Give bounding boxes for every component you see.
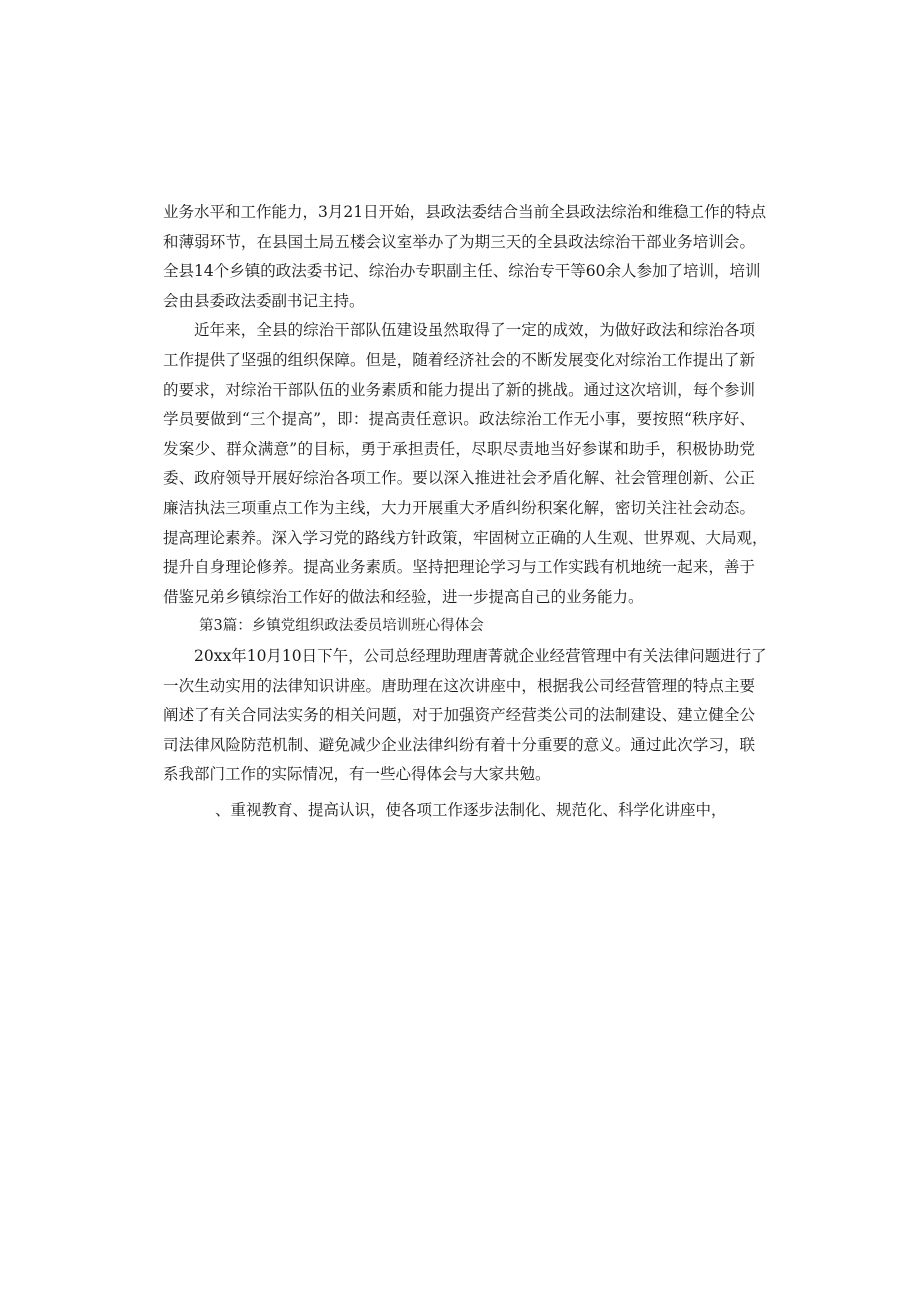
- text-line: 业务水平和工作能力，3月21日开始，县政法委结合当前全县政法综治和维稳工作的特点: [163, 203, 767, 221]
- text-line: 全县14个乡镇的政法委书记、综治办专职副主任、综治专干等60余人参加了培训，培训: [163, 262, 761, 281]
- text-line: 系我部门工作的实际情况，有一些心得体会与大家共勉。: [163, 765, 551, 784]
- text-line: 的要求，对综治干部队伍的业务素质和能力提出了新的挑战。通过这次培训，每个参训: [163, 380, 755, 399]
- text-line: 、重视教育、提高认识，使各项工作逐步法制化、规范化、科学化讲座中，: [215, 800, 727, 819]
- text-line: 20xx年10月10日下午，公司总经理助理唐菁就企业经营管理中有关法律问题进行了: [194, 646, 767, 665]
- text-line: 工作提供了坚强的组织保障。但是，随着经济社会的不断发展变化对综治工作提出了新: [163, 350, 755, 369]
- paragraph-3: [163, 642, 767, 790]
- paragraph-2: [163, 316, 768, 612]
- section-title: 第3篇：乡镇党组织政法委员培训班心得体会: [199, 618, 484, 635]
- text-line: 近年来，全县的综治干部队伍建设虽然取得了一定的成效，为做好政法和综治各项: [194, 321, 755, 340]
- document-body: [163, 198, 768, 825]
- text-line: 会由县委政法委副书记主持。: [163, 291, 365, 310]
- text-line: 廉洁执法三项重点工作为主线，大力开展重大矛盾纠纷积案化解，密切关注社会动态。: [163, 498, 755, 517]
- text-line: 借鉴兄弟乡镇综治工作好的做法和经验，进一步提高自己的业务能力。: [163, 587, 644, 606]
- text-line: 提升自身理论修养。提高业务素质。坚持把理论学习与工作实践有机地统一起来，善于: [163, 558, 755, 577]
- text-line: 发案少、群众满意”的目标，勇于承担责任，尽职尽责地当好参谋和助手，积极协助党: [163, 439, 755, 458]
- text-line: 学员要做到“三个提高”，即：提高责任意识。政法综治工作无小事，要按照“秩序好、: [163, 410, 755, 429]
- text-line: 委、政府领导开展好综治各项工作。要以深入推进社会矛盾化解、社会管理创新、公正: [163, 469, 755, 488]
- paragraph-1: [163, 198, 767, 316]
- paragraph-4: [163, 796, 755, 826]
- text-line: 和薄弱环节，在县国土局五楼会议室举办了为期三天的全县政法综治干部业务培训会。: [163, 232, 755, 251]
- text-line: 提高理论素养。深入学习党的路线方针政策，牢固树立正确的人生观、世界观、大局观，: [163, 528, 768, 547]
- text-line: 阐述了有关合同法实务的相关问题，对于加强资产经营类公司的法制建设、建立健全公: [163, 706, 755, 725]
- section-heading: [163, 612, 755, 642]
- text-line: 司法律风险防范机制、避免减少企业法律纠纷有着十分重要的意义。通过此次学习，联: [163, 735, 755, 754]
- text-line: 一次生动实用的法律知识讲座。唐助理在这次讲座中，根据我公司经营管理的特点主要: [163, 676, 755, 695]
